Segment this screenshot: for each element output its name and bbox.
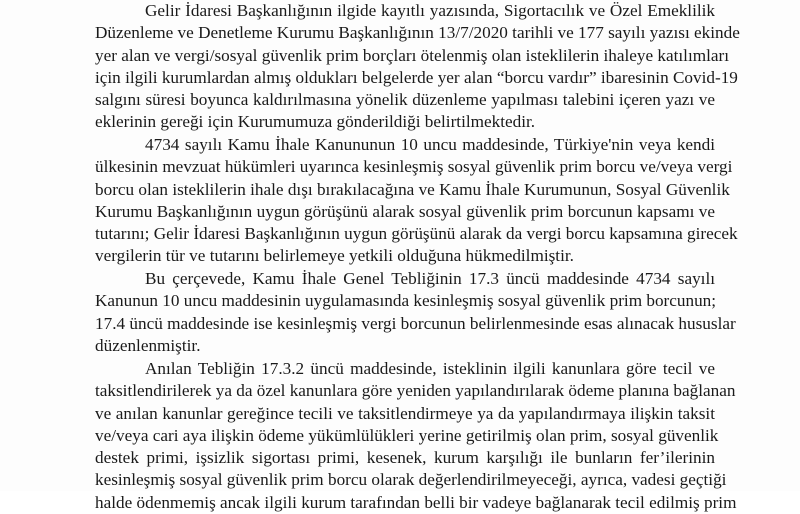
paragraph-line: Kanunun 10 uncu maddesinin uygulamasında kesinleşmiş sosyal güvenlik prim borcunun; <box>95 291 717 311</box>
paragraph-line: Bu çerçevede, Kamu İhale Genel Tebliğinin 17.3 üncü maddesinde 4734 sayılı <box>145 269 715 288</box>
paragraph-line: tutarını; Gelir İdaresi Başkanlığının uygun görüşünü alarak da vergi borcu kapsamına girecek <box>95 224 738 244</box>
paragraph-line: kesinleşmiş sosyal güvenlik prim borcu olarak değerlendirilmeyeceği, ayrıca, vadesi geçtiği <box>95 470 727 490</box>
paragraph-line: 4734 sayılı Kamu İhale Kanununun 10 uncu maddesinde, Türkiye'nin veya kendi <box>145 135 715 154</box>
paragraph-line: eklerinin gereği için Kurumumuza gönderildiği belirtilmektedir. <box>95 112 536 132</box>
paragraph-line: düzenlenmiştir. <box>95 335 201 355</box>
paragraph-line: borcu olan isteklilerin ihale dışı bırakılacağına ve Kamu İhale Kurumunun, Sosyal Güvenlik <box>95 179 730 199</box>
paragraph-line: vergilerin tür ve tutarını belirlemeye yetkili olduğuna hükmedilmiştir. <box>95 246 574 266</box>
paragraph-line: Anılan Tebliğin 17.3.2 üncü maddesinde, isteklinin ilgili kanunlara göre tecil ve <box>145 359 715 378</box>
paragraph-line: destek primi, işsizlik sigortası primi, kesenek, kurum karşılığı ile bunların fer’ilerinin <box>95 448 715 468</box>
paragraph-line: taksitlendirilerek ya da özel kanunlara göre yeniden yapılandırılarak ödeme planına bağlanan <box>95 381 736 401</box>
paragraph-line: Gelir İdaresi Başkanlığının ilgide kayıtlı yazısında, Sigortacılık ve Özel Emeklilik <box>145 1 715 20</box>
paragraph-line: Kurumu Başkanlığının uygun görüşünü alarak sosyal güvenlik prim borcunun kapsamı ve <box>95 201 715 221</box>
paragraph-line: yer alan ve vergi/sosyal güvenlik prim borçları ötelenmiş olan isteklilerin ihaleye katılımları <box>95 45 730 65</box>
paragraph-line: ve/veya cari aya ilişkin ödeme yükümlülükleri yerine getirilmiş olan prim, sosyal güvenlik <box>95 425 719 445</box>
paragraph-line: halde ödenmemiş ancak ilgili kurum tarafından belli bir vadeye bağlanarak tecil edilmiş prim <box>95 492 737 512</box>
paragraph-2 <box>95 134 738 268</box>
paragraph-1 <box>95 0 740 134</box>
paragraph-line: ülkesinin mevzuat hükümleri uyarınca kesinleşmiş sosyal güvenlik prim borcu ve/veya vergi <box>95 157 733 177</box>
paragraph-line: için ilgili kurumlardan almış oldukları belgelerde yer alan “borcu vardır” ibaresinin Covid-19 <box>95 67 738 87</box>
paragraph-line: salgını süresi boyunca kaldırılmasına yönelik düzenleme yapılması talebini içeren yazı ve <box>95 90 715 110</box>
paragraph-4 <box>95 358 737 514</box>
paragraph-3 <box>95 268 736 357</box>
paragraph-line: 17.4 üncü maddesinde ise kesinleşmiş vergi borcunun belirlenmesinde esas alınacak hususlar <box>95 313 736 333</box>
paragraph-line: Düzenleme ve Denetleme Kurumu Başkanlığının 13/7/2020 tarihli ve 177 sayılı yazısı ekinde <box>95 23 740 43</box>
paragraph-line: ve anılan kanunlar gereğince tecili ve taksitlendirmeye ya da yapılandırmaya ilişkin taksit <box>95 403 715 423</box>
